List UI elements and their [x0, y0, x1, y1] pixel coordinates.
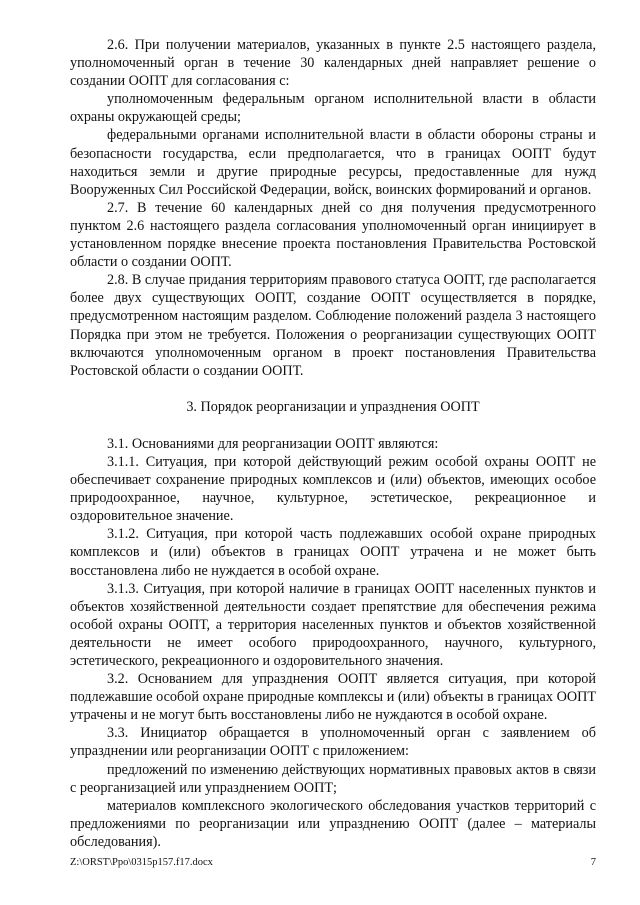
- footer-file-path: Z:\ORST\Ppo\0315p157.f17.docx: [70, 857, 213, 868]
- section-heading: 3. Порядок реорганизации и упразднения ООПТ: [186, 398, 480, 415]
- paragraph-3-1-2: 3.1.2. Ситуация, при которой часть подлежавших особой охране природных комплексов и (или) объектов в границах ООПТ утрачена и не может быть восстановлена либо не нуждается в особой охране.: [70, 526, 596, 579]
- paragraph-3-3: 3.3. Инициатор обращается в уполномоченный орган с заявлением об упразднении или реорганизации ООПТ с приложением:: [70, 725, 596, 760]
- paragraph-2-6: 2.6. При получении материалов, указанных в пункте 2.5 настоящего раздела, уполномоченный орган в течение 30 календарных дней направляет решение о создании ООПТ для согласования с:: [70, 37, 596, 90]
- paragraph-3-1-1: 3.1.1. Ситуация, при которой действующий режим особой охраны ООПТ не обеспечивает сохранение природных комплексов и (или) объектов, имеющих особое природоохранное, научное, культурное, эстетическое, рекреационное и оздоровительное значение.: [70, 453, 596, 525]
- document-page: [70, 36, 596, 851]
- paragraph-3-1: 3.1. Основаниями для реорганизации ООПТ являются:: [107, 435, 439, 452]
- page-footer: [70, 856, 596, 870]
- paragraph-3-2: 3.2. Основанием для упразднения ООПТ является ситуация, при которой подлежавшие особой охране природные комплексы и (или) объекты в границах ООПТ утрачены и не могут быть восстановлены либо не нуждаются в особой охране.: [70, 671, 596, 724]
- footer-page-number: 7: [590, 857, 596, 868]
- paragraph-defense-organs: федеральными органами исполнительной власти в области обороны страны и безопасности государства, если предполагается, что в границах ООПТ будут находиться земли и другие природные ресурсы, предоставленные для нужд Вооруженных Сил Российской Федерации, войск, воинских формирований и органов.: [70, 127, 596, 198]
- paragraph-federal-organ: уполномоченным федеральным органом исполнительной власти в области охраны окружающей среды;: [70, 91, 596, 126]
- paragraph-3-1-3: 3.1.3. Ситуация, при которой наличие в границах ООПТ населенных пунктов и объектов хозяйственной деятельности создает препятствие для обеспечения режима особой охраны ООПТ, а территория населенных пунктов и объектов хозяйственной деятельности не имеет особого природоохранного, научного, культурного, эстетического, рекреационного и оздоровительного значения.: [70, 580, 596, 669]
- paragraph-proposals: предложений по изменению действующих нормативных правовых актов в связи с реорганизацией или упразднением ООПТ;: [70, 761, 596, 796]
- paragraph-2-8: 2.8. В случае придания территориям правового статуса ООПТ, где располагается более двух существующих ООПТ, создание ООПТ осуществляется в порядке, предусмотренном настоящим разделом. Соблюдение положений раздела 3 настоящего Порядка при этом не требуется. Положения о реорганизации существующих ООПТ включаются уполномоченным органом в проект постановления Правительства Ростовской области о создании ООПТ.: [70, 272, 596, 379]
- paragraph-2-7: 2.7. В течение 60 календарных дней со дня получения предусмотренного пунктом 2.6 настоящего раздела согласования уполномоченный орган инициирует в установленном порядке внесение проекта постановления Правительства Ростовской области о создании ООПТ.: [70, 199, 596, 271]
- paragraph-survey-materials: материалов комплексного экологического обследования участков территорий с предложениями по реорганизации или упразднению ООПТ (далее – материалы обследования).: [70, 797, 596, 850]
